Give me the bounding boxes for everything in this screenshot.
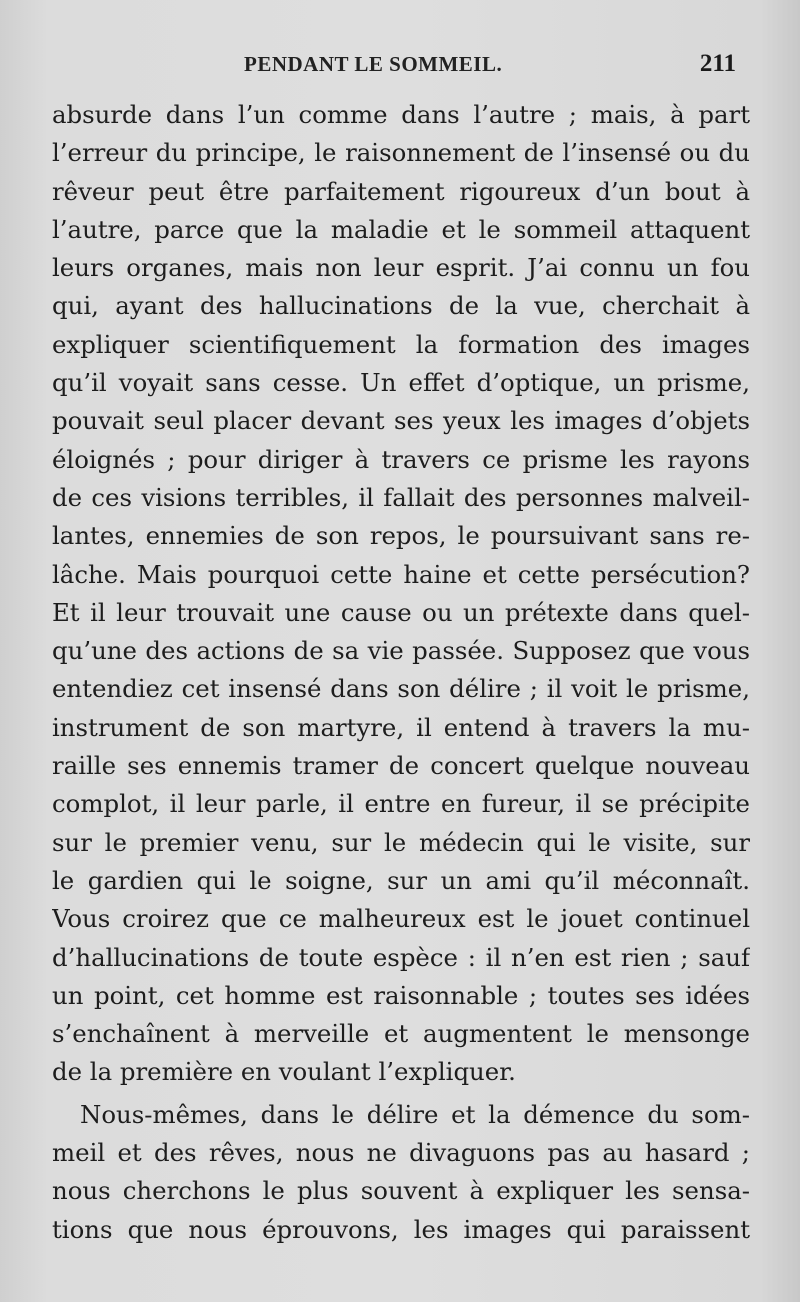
text-line: entendiez cet insensé dans son délire ; il voit le prisme, <box>52 674 750 704</box>
page-number: 211 <box>699 50 736 77</box>
text-line: de la première en voulant l’expliquer. <box>52 1057 516 1087</box>
text-line: complot, il leur parle, il entre en fureur, il se précipite <box>52 789 750 819</box>
text-line: absurde dans l’un comme dans l’autre ; mais, à part <box>52 100 750 129</box>
text-line: nous cherchons le plus souvent à expliquer les sensa- <box>52 1176 750 1206</box>
text-line: lantes, ennemies de son repos, le poursuivant sans re- <box>52 521 750 551</box>
text-line: l’erreur du principe, le raisonnement de l’insensé ou du <box>52 138 750 168</box>
text-line: qui, ayant des hallucinations de la vue, cherchait à <box>52 291 750 321</box>
text-line: expliquer scientifiquement la formation des images <box>52 329 750 359</box>
text-line: qu’il voyait sans cesse. Un effet d’optique, un prisme, <box>52 368 750 398</box>
text-line: raille ses ennemis tramer de concert quelque nouveau <box>52 751 750 781</box>
paragraph-1 <box>52 96 750 1092</box>
paragraph-2 <box>52 1096 750 1249</box>
text-line: d’hallucinations de toute espèce : il n’en est rien ; sauf <box>52 942 750 972</box>
text-line: Et il leur trouvait une cause ou un prétexte dans quel- <box>52 597 750 627</box>
text-line: éloignés ; pour diriger à travers ce prisme les rayons <box>52 444 750 474</box>
text-line: Nous-mêmes, dans le délire et la démence du som- <box>80 1099 750 1129</box>
text-line: leurs organes, mais non leur esprit. J’ai connu un fou <box>52 253 750 283</box>
text-line: tions que nous éprouvons, les images qui paraissent <box>52 1214 750 1244</box>
text-line: de ces visions terribles, il fallait des personnes malveil- <box>52 482 750 512</box>
text-line: meil et des rêves, nous ne divaguons pas au hasard ; <box>52 1138 750 1168</box>
running-title: PENDANT LE SOMMEIL. <box>244 52 503 76</box>
text-line: l’autre, parce que la maladie et le sommeil attaquent <box>52 214 750 244</box>
text-line: lâche. Mais pourquoi cette haine et cette persécution? <box>52 559 750 589</box>
text-line: un point, cet homme est raisonnable ; toutes ses idées <box>52 980 750 1010</box>
text-line: s’enchaînent à merveille et augmentent le mensonge <box>52 1019 750 1049</box>
body-text <box>52 96 750 1249</box>
page-header <box>0 50 800 86</box>
text-line: qu’une des actions de sa vie passée. Supposez que vous <box>52 636 750 666</box>
text-line: instrument de son martyre, il entend à travers la mu- <box>52 712 750 742</box>
text-line: sur le premier venu, sur le médecin qui le visite, sur <box>52 827 750 857</box>
text-line: le gardien qui le soigne, sur un ami qu’il méconnaît. <box>52 865 750 895</box>
text-line: rêveur peut être parfaitement rigoureux d’un bout à <box>52 176 750 206</box>
text-line: pouvait seul placer devant ses yeux les images d’objets <box>52 406 750 436</box>
text-line: Vous croirez que ce malheureux est le jouet continuel <box>52 904 750 934</box>
